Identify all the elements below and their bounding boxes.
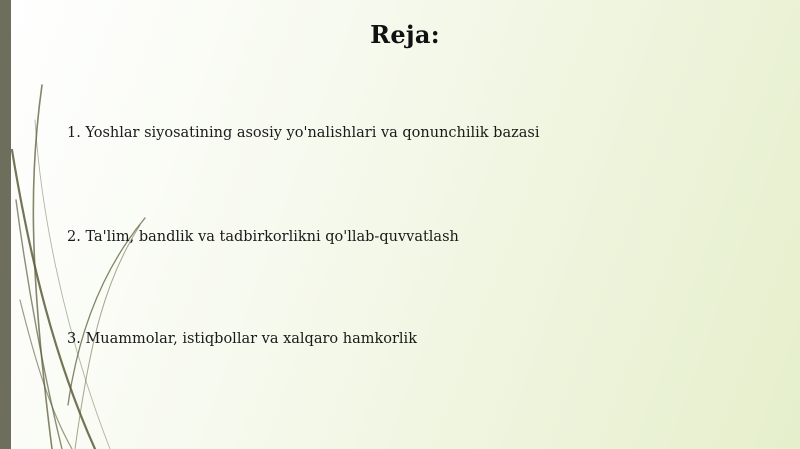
list-item: 3. Muammolar, istiqbollar va xalqaro hamkorlik [67,331,417,347]
list-item: 2. Ta'lim, bandlik va tadbirkorlikni qo'llab-quvvatlash [67,229,459,245]
list-item: 1. Yoshlar siyosatining asosiy yo'nalishlari va qonunchilik bazasi [67,125,540,141]
grass-blades-decoration [0,0,160,449]
slide-title: Reja: [370,20,440,49]
